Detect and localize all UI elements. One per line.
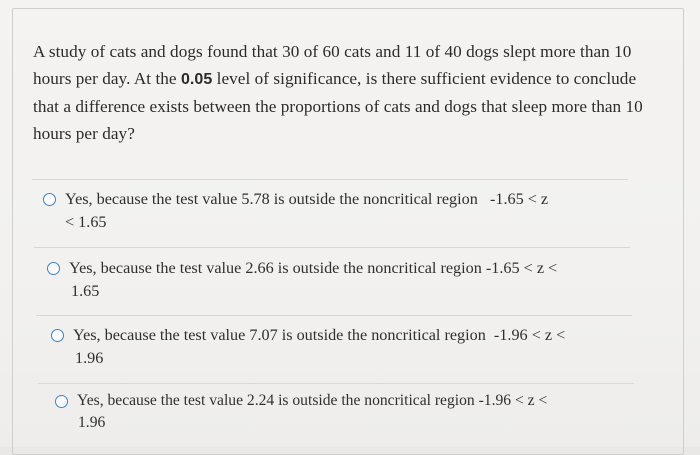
radio-button[interactable] (55, 395, 68, 408)
question-part1: A study of cats and dogs found that 30 of 60 cats and 11 of 40 dogs slept more than 10 hours per day. At the (33, 42, 632, 88)
radio-button[interactable] (43, 193, 56, 206)
question-part2: level of significance, is there sufficient evidence to conclude that a difference exists between the proportions of cats and dogs that sleep more than 10 hours per day? (33, 69, 643, 143)
option-divider (36, 315, 632, 316)
radio-button[interactable] (51, 329, 64, 342)
answer-option-4[interactable] (46, 389, 646, 445)
option-1-line2: < 1.65 (65, 213, 107, 231)
option-3-line1: Yes, because the test value 7.07 is outside the noncritical region -1.96 < z < (73, 326, 566, 344)
option-divider (38, 383, 634, 384)
option-1-line1: Yes, because the test value 5.78 is outside the noncritical region -1.65 < z (65, 190, 549, 208)
option-4-line2: 1.96 (78, 414, 106, 431)
radio-button[interactable] (47, 262, 60, 275)
answer-option-2[interactable] (40, 253, 640, 309)
option-4-line1: Yes, because the test value 2.24 is outside the noncritical region -1.96 < z < (77, 392, 548, 409)
option-3-line2: 1.96 (75, 349, 104, 367)
option-2-line1: Yes, because the test value 2.66 is outside the noncritical region -1.65 < z < (69, 259, 558, 277)
answer-option-3[interactable] (43, 321, 643, 377)
option-divider (34, 247, 630, 248)
answer-option-1[interactable] (38, 184, 638, 240)
option-2-line2: 1.65 (71, 282, 100, 300)
significance-level: 0.05 (180, 71, 213, 88)
option-divider (32, 179, 628, 180)
